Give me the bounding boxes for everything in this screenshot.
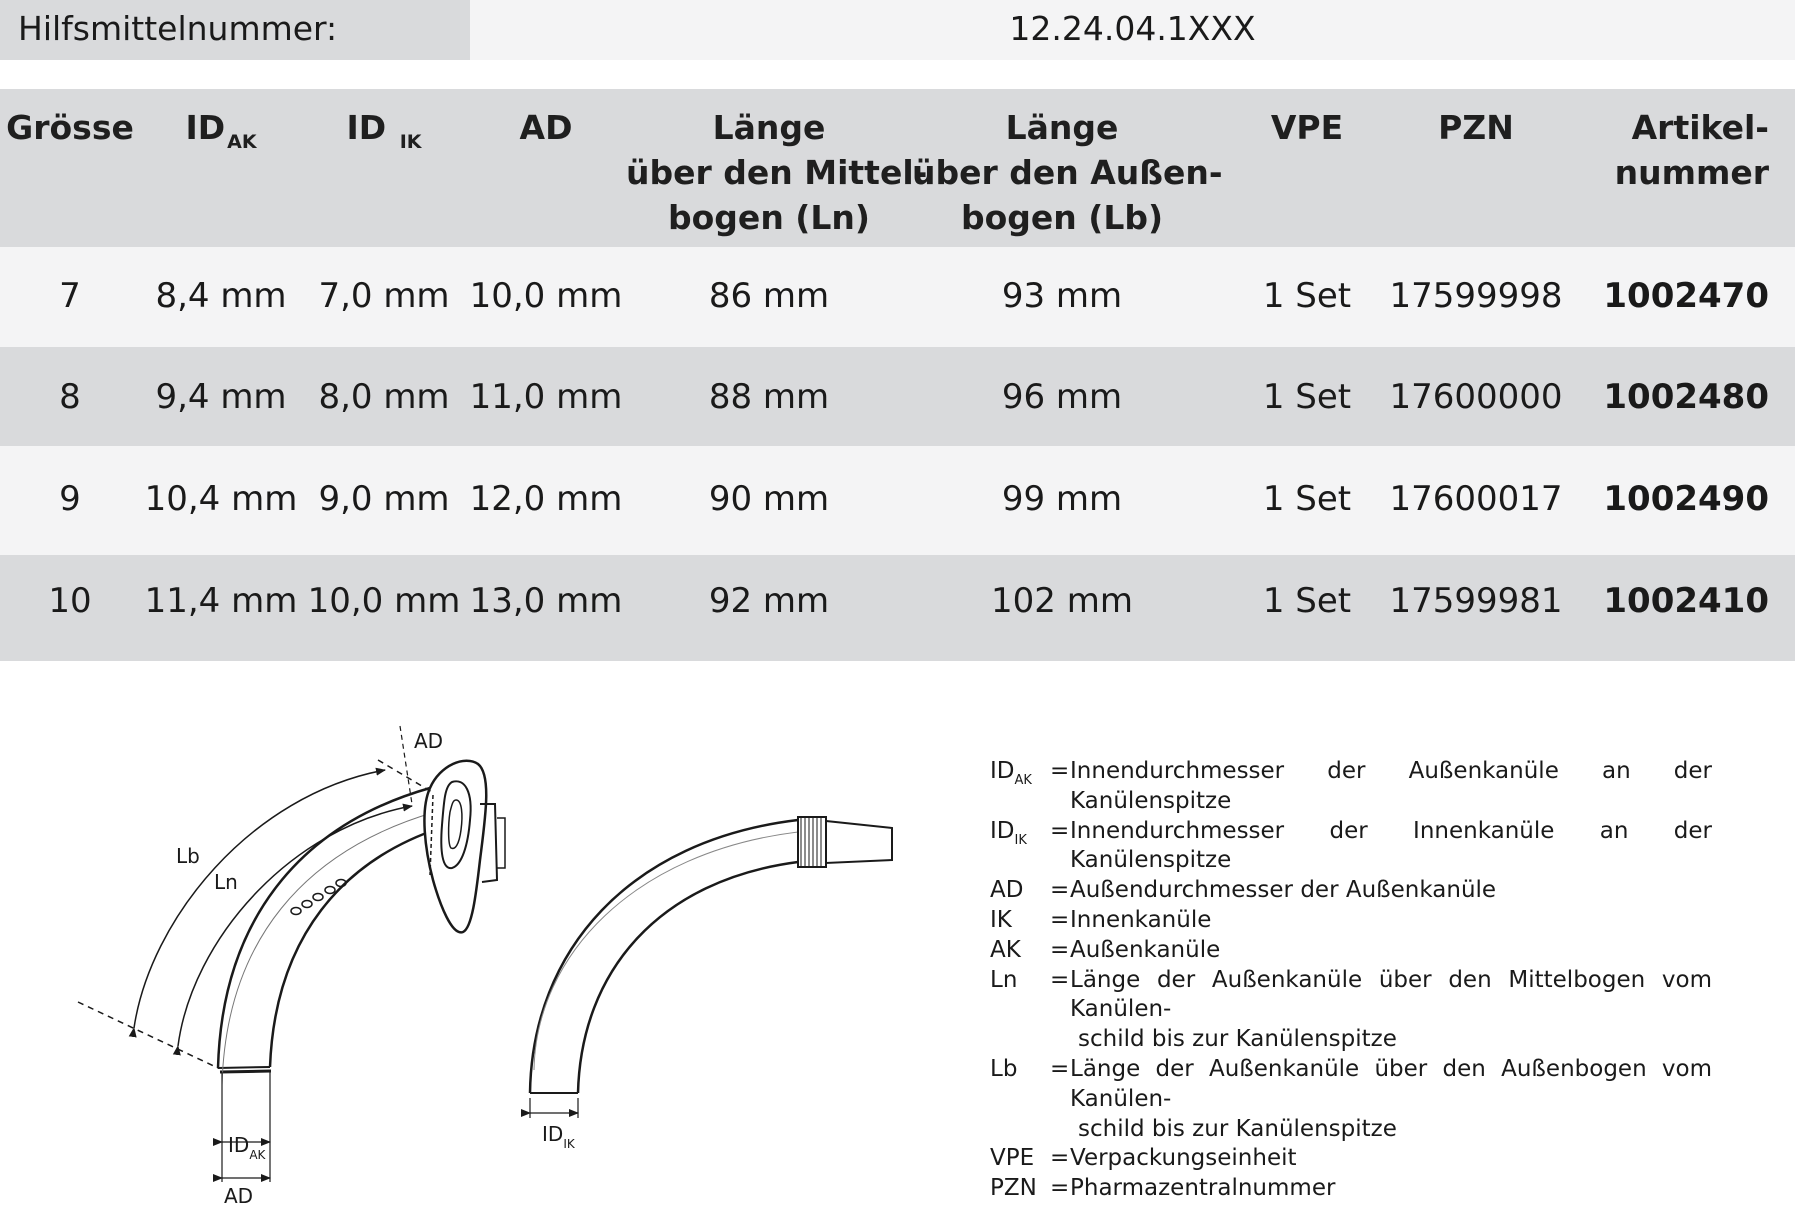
legend-item: IK = Innenkanüle [990,906,1212,933]
cell-id-ik: 8,0 mm [318,376,450,417]
cell-groesse: 8 [59,376,81,417]
cell-ln: 86 mm [708,276,830,316]
outer-cannula-drawing [218,761,505,1085]
legend-item-continuation: schild bis zur Kanülenspitze [1078,1115,1397,1142]
cell-lb: 93 mm [1001,276,1123,316]
cell-ad: 13,0 mm [469,581,623,621]
table-row [0,446,1795,555]
cell-ln: 88 mm [708,376,830,417]
table-header [0,89,1795,247]
label-ln: Ln [214,870,238,894]
cell-pzn: 17600017 [1389,478,1563,519]
label-ad-top: AD [414,729,444,753]
table-row [0,247,1795,347]
header-groesse: Grösse [6,108,134,147]
cell-artikelnummer: 1002410 [1603,581,1769,621]
cell-groesse: 9 [59,478,81,519]
legend-item: AK = Außenkanüle [990,936,1221,963]
abbreviation-legend [990,757,1712,1204]
dimension-lines [78,726,432,1182]
cell-vpe: 1 Set [1262,276,1352,316]
legend-item: VPE = Verpackungseinheit [990,1145,1297,1172]
hilfsmittel-label: Hilfsmittelnummer: [0,0,470,60]
legend-item: Lb = Länge der Außenkanüle über den Außenbogen vom Kanülen- [990,1055,1712,1112]
cell-id-ik: 7,0 mm [318,276,450,316]
hilfsmittel-bar [0,0,1795,60]
cell-vpe: 1 Set [1262,581,1352,621]
cell-id-ik: 10,0 mm [307,581,461,621]
cell-id-ak: 10,4 mm [144,478,298,519]
label-id-ak: $ID_{AK}$ [228,1133,266,1162]
header-id-ak: ID $_{AK}$ [185,108,257,153]
cell-lb: 96 mm [1001,376,1123,417]
header-vpe: VPE [1270,108,1344,147]
cell-vpe: 1 Set [1262,376,1352,417]
inner-cannula-drawing [530,817,892,1118]
header-id-ik: ID $_{IK}$ [346,108,422,153]
cell-id-ak: 9,4 mm [155,376,287,417]
cell-artikelnummer: 1002470 [1603,276,1769,316]
header-artikelnummer: Artikel- nummer [1614,108,1769,192]
cell-pzn: 17599998 [1389,276,1563,316]
cell-pzn: 17599981 [1389,581,1563,621]
legend-item: $ID_{AK}$ = Innendurchmesser der Außenkanüle an der Kanülenspitze [990,758,1712,814]
cell-ln: 90 mm [708,478,830,519]
cannula-diagram [0,700,960,1215]
cell-artikelnummer: 1002490 [1603,478,1769,519]
cell-pzn: 17600000 [1389,376,1563,417]
cell-id-ik: 9,0 mm [318,478,450,519]
header-ad: AD [519,108,573,147]
label-ad-bottom: AD [224,1184,254,1208]
cell-ln: 92 mm [708,581,830,621]
label-lb: Lb [176,844,200,868]
hilfsmittel-value: 12.24.04.1XXX [470,0,1795,60]
cell-groesse: 10 [48,581,92,621]
table-row [0,555,1795,661]
cell-ad: 12,0 mm [469,478,623,519]
legend-item: AD = Außendurchmesser der Außenkanüle [990,877,1497,904]
cell-vpe: 1 Set [1262,478,1352,519]
header-pzn: PZN [1438,108,1514,147]
product-table [0,89,1795,661]
legend-item: Ln = Länge der Außenkanüle über den Mittelbogen vom Kanülen- [990,966,1712,1023]
cell-id-ak: 11,4 mm [144,581,298,621]
legend-item-continuation: schild bis zur Kanülenspitze [1078,1026,1397,1053]
cell-groesse: 7 [59,276,81,316]
legend-item: PZN = Pharmazentralnummer [990,1175,1336,1202]
cell-artikelnummer: 1002480 [1603,376,1769,417]
table-row [0,347,1795,446]
label-id-ik: $ID_{IK}$ [542,1122,575,1151]
cell-ad: 11,0 mm [469,376,623,417]
cell-lb: 99 mm [1001,478,1123,519]
legend-item: $ID_{IK}$ = Innendurchmesser der Innenkanüle an der Kanülenspitze [990,817,1712,874]
header-laenge-mittelbogen: Länge über den Mittel- bogen (Ln) [626,108,928,237]
header-laenge-aussenbogen: Länge über den Außen- bogen (Lb) [912,108,1223,237]
cell-lb: 102 mm [991,581,1133,621]
cell-ad: 10,0 mm [469,276,623,316]
cell-id-ak: 8,4 mm [155,276,287,316]
